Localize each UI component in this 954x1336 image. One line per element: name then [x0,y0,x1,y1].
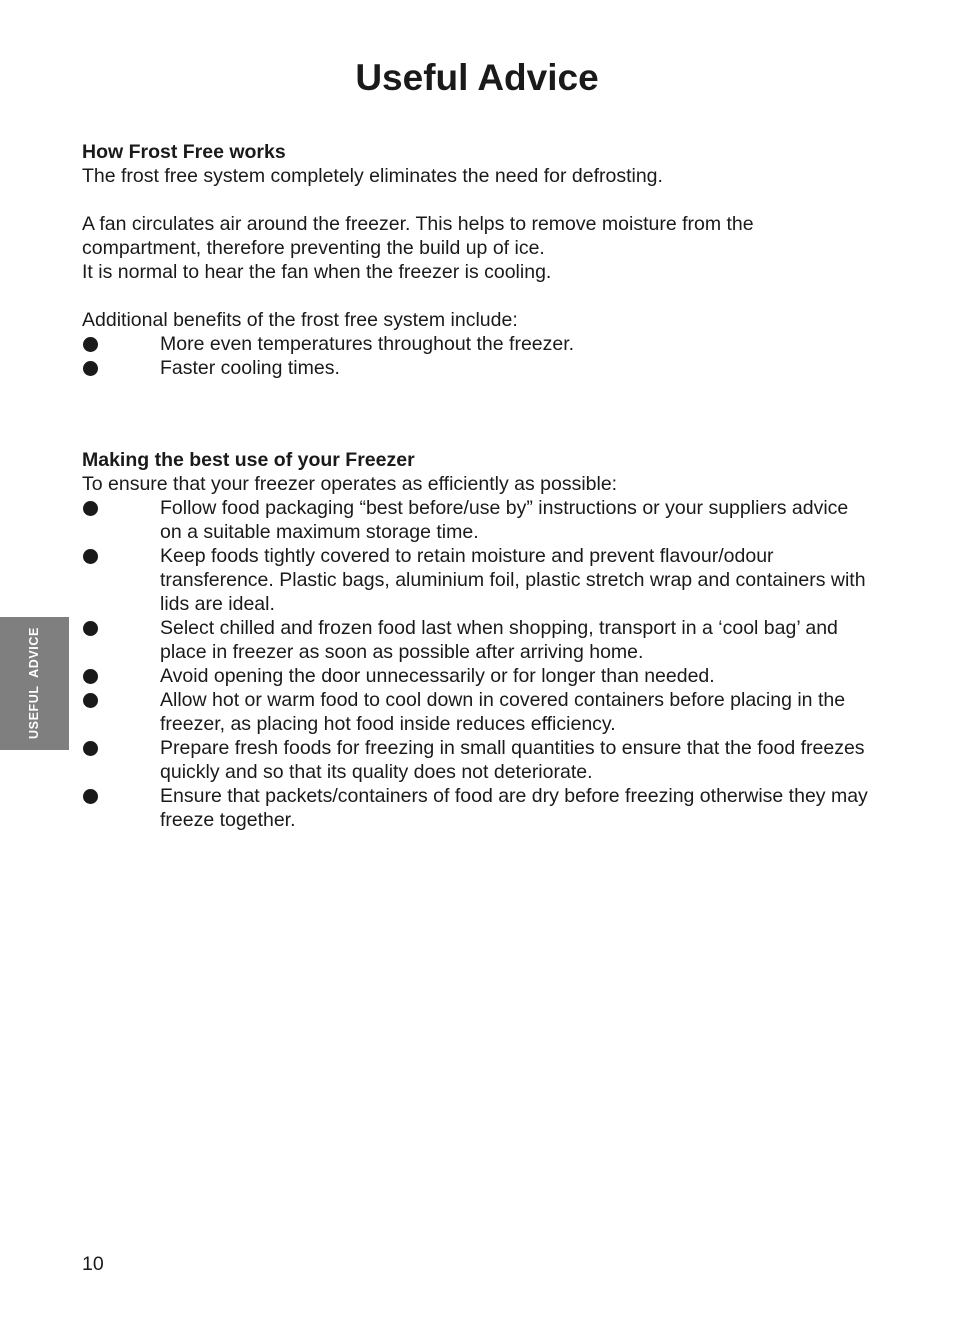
tips-list [82,496,872,832]
page-number: 10 [82,1253,104,1275]
list-item-text: Faster cooling times. [160,357,340,379]
list-item [82,332,872,356]
list-item-text: Keep foods tightly covered to retain moisture and prevent flavour/odour transference. Plastic bags, aluminium foil, plastic stretch wrap and containers with lids are ideal. [160,545,866,615]
list-item-text: Avoid opening the door unnecessarily or for longer than needed. [160,665,715,687]
fan-description-line-2: compartment, therefore preventing the build up of ice. [82,237,545,259]
list-item-text: Select chilled and frozen food last when shopping, transport in a ‘cool bag’ and place in freezer as soon as possible after arriving home. [160,617,838,663]
list-item [82,496,872,544]
page-title: Useful Advice [355,57,599,98]
bullet-icon [83,549,98,564]
list-item [82,736,872,784]
section-heading-frost-free: How Frost Free works [82,141,286,163]
list-item [82,356,872,380]
side-tab-label: USEFUL ADVICE [27,627,41,739]
spacer [82,188,872,212]
bullet-icon [83,669,98,684]
spacer [82,380,872,448]
list-item-text: Allow hot or warm food to cool down in covered containers before placing in the freezer, as placing hot food inside reduces efficiency. [160,689,846,735]
list-item [82,664,872,688]
list-item-text: Prepare fresh foods for freezing in small quantities to ensure that the food freezes quickly and so that its quality does not deteriorate. [160,737,865,783]
fan-description-line-3: It is normal to hear the fan when the freezer is cooling. [82,261,552,283]
best-use-intro: To ensure that your freezer operates as efficiently as possible: [82,473,618,495]
list-item [82,544,872,616]
bullet-icon [83,693,98,708]
list-item-text: Follow food packaging “best before/use by” instructions or your suppliers advice on a suitable maximum storage time. [160,497,849,543]
bullet-icon [83,337,98,352]
list-item [82,784,872,832]
bullet-icon [83,789,98,804]
bullet-icon [83,741,98,756]
benefits-intro: Additional benefits of the frost free system include: [82,309,518,331]
list-item [82,688,872,736]
fan-description-line-1: A fan circulates air around the freezer. This helps to remove moisture from the [82,213,754,235]
list-item-text: Ensure that packets/containers of food are dry before freezing otherwise they may freeze together. [160,785,868,831]
section-side-tab [0,617,69,750]
list-item-text: More even temperatures throughout the freezer. [160,333,575,355]
list-item [82,616,872,664]
bullet-icon [83,361,98,376]
bullet-icon [83,621,98,636]
frost-free-intro: The frost free system completely eliminates the need for defrosting. [82,165,663,187]
spacer [82,284,872,308]
benefits-list [82,332,872,380]
section-heading-best-use: Making the best use of your Freezer [82,449,415,471]
page-content [82,140,872,832]
bullet-icon [83,501,98,516]
